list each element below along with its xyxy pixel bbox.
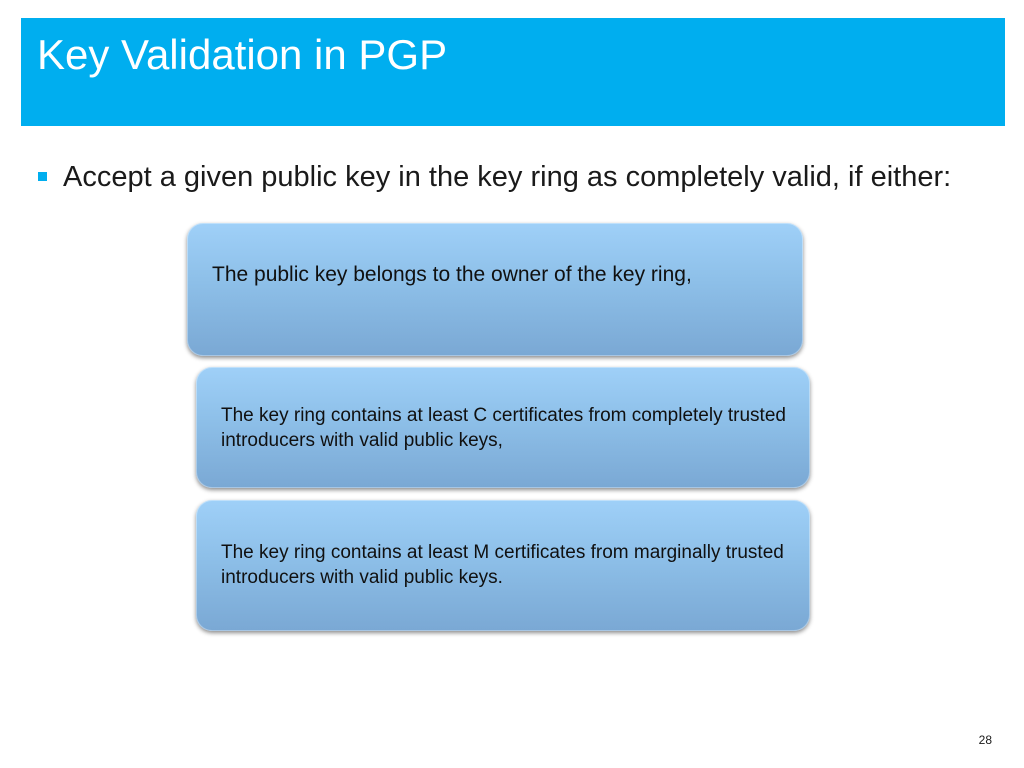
condition-box-owner xyxy=(187,223,803,356)
condition-box-marginally-trusted xyxy=(196,500,810,631)
slide-title: Key Validation in PGP xyxy=(37,31,448,78)
condition-box-completely-trusted xyxy=(196,367,810,488)
square-bullet-icon xyxy=(38,172,47,181)
slide-number: 28 xyxy=(978,733,992,747)
bullet-text: Accept a given public key in the key ring as completely valid, if either: xyxy=(63,161,952,193)
condition-text-marginally-trusted: The key ring contains at least M certificates from marginally trusted introducers with valid public keys. xyxy=(221,542,784,588)
condition-text-owner: The public key belongs to the owner of the key ring, xyxy=(212,263,692,286)
title-bar xyxy=(21,18,1005,126)
condition-text-completely-trusted: The key ring contains at least C certificates from completely trusted introducers with valid public keys, xyxy=(221,405,786,451)
